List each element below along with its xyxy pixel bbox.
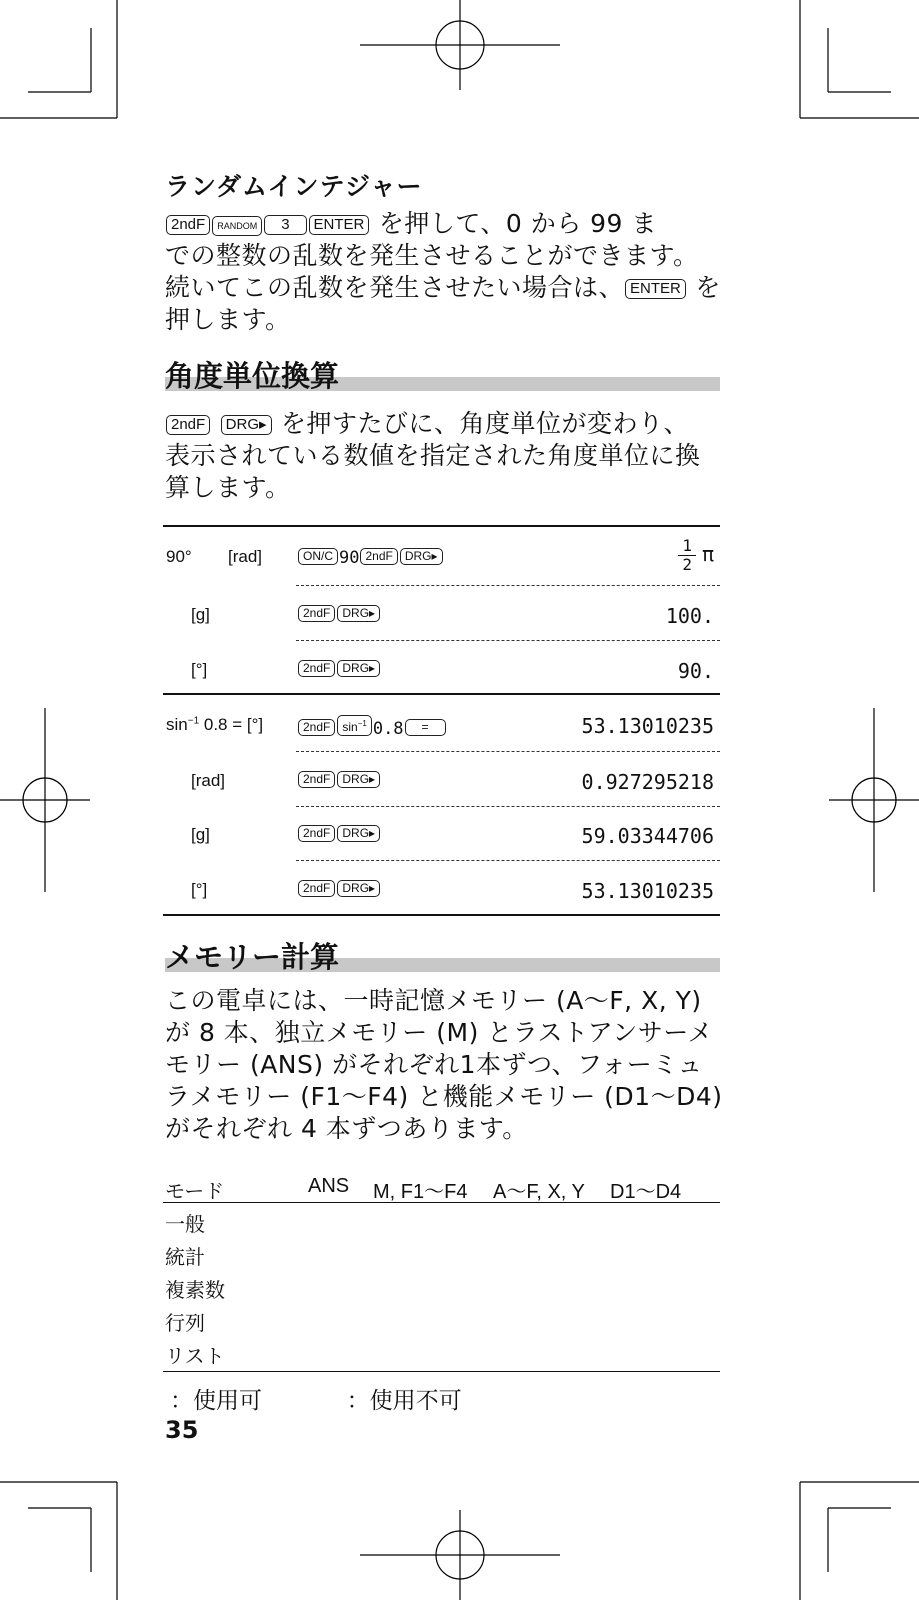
result: 53.13010235 [581,714,714,738]
fraction [678,537,696,574]
result: 90. [677,659,714,683]
key-on-c: ON/C [298,548,338,565]
table-row: 一般 [165,1212,205,1236]
superscript: −1 [357,719,367,728]
text: 算します。 [165,473,291,502]
key-drg: DRG▸ [337,825,380,842]
legend [170,1382,462,1415]
text: sin [166,715,188,734]
key-drg: DRG▸ [337,660,380,677]
key-3: 3 [264,215,306,235]
table-row: 行列 [165,1311,205,1335]
key-drg: DRG▸ [337,771,380,788]
header-ans: ANS [308,1175,350,1197]
text: が 8 本、独立メモリー (M) とラストアンサーメ [165,1018,714,1047]
text: 0.8 = [°] [199,715,264,734]
key-enter: ENTER [309,215,370,235]
result: 53.13010235 [581,879,714,903]
row-label: [rad] [191,771,226,790]
text: ラメモリー (F1〜F4) と機能メモリー (D1〜D4) [165,1082,723,1111]
memory-paragraph [165,985,735,1145]
row-label: [g] [191,825,210,844]
key-2ndf: 2ndF [298,605,335,622]
random-integer-paragraph [165,208,725,336]
key-2ndf: 2ndF [298,719,335,736]
key-sequence [297,548,444,568]
key-digits: 0.8 [372,719,404,739]
header-mode: モード [165,1181,225,1203]
numerator: 1 [678,537,696,556]
result [678,537,714,574]
row-label: [°] [191,880,208,899]
text: この電卓には、一時記憶メモリー (A〜F, X, Y) [165,986,702,1015]
key-2ndf: 2ndF [298,825,335,842]
text: sin [342,720,358,734]
result: 100. [665,604,714,628]
key-drg: DRG▸ [337,605,380,622]
text: 押します。 [165,305,291,334]
key-enter: ENTER [625,279,686,299]
key-sin-inverse [337,715,371,736]
result: 0.927295218 [581,770,714,794]
section-title: メモリー計算 [165,940,340,974]
header-m-f: M, F1〜F4 [373,1181,468,1203]
result: 59.03344706 [581,824,714,848]
superscript: −1 [187,715,200,727]
text: 表示されている数値を指定された角度単位に換 [165,441,701,470]
text: 続いてこの乱数を発生させたい場合は、 [165,273,625,302]
memory-table [163,1175,720,1375]
text: を押して、0 から 99 ま [378,209,657,238]
key-2ndf: 2ndF [298,880,335,897]
key-2ndf: 2ndF [166,415,210,435]
page-number: 35 [165,1416,199,1444]
denominator: 2 [682,555,692,574]
key-2ndf: 2ndF [166,215,210,235]
pi-symbol: π [701,542,714,566]
angle-section-heading [165,357,720,397]
key-2ndf: 2ndF [298,771,335,788]
text: での整数の乱数を発生させることができます。 [165,241,699,270]
table-row: 統計 [165,1245,205,1269]
memory-section-heading [165,938,720,978]
random-integer-heading: ランダムインテジャー [165,172,423,201]
section-title: 角度単位換算 [165,359,340,393]
header-a-f: A〜F, X, Y [493,1181,585,1203]
header-d: D1〜D4 [610,1181,682,1203]
key-drg: DRG▸ [337,880,380,897]
row-label-unit: [rad] [228,547,263,566]
legend-unavailable: ：使用不可 [346,1388,462,1414]
angle-table [163,525,720,920]
key-equals: = [405,719,446,736]
key-digits: 90 [339,548,360,568]
key-drg: DRG▸ [400,548,443,565]
key-random: RANDOM [212,216,262,236]
row-label: 90° [166,547,192,566]
key-drg: DRG▸ [221,415,272,435]
key-2ndf: 2ndF [360,548,397,565]
text: を [695,273,721,302]
row-label: [g] [191,605,210,624]
text: を押すたびに、角度単位が変わり、 [280,409,689,438]
key-2ndf: 2ndF [298,660,335,677]
table-row: 複素数 [165,1278,225,1302]
text: モリー (ANS) がそれぞれ1本ずつ、フォーミュ [165,1050,703,1079]
angle-paragraph [165,408,725,504]
table-row: リスト [165,1344,225,1368]
row-label [166,715,263,735]
text: がそれぞれ 4 本ずつあります。 [165,1114,528,1143]
legend-available: ：使用可 [170,1388,262,1414]
row-label: [°] [191,660,208,679]
